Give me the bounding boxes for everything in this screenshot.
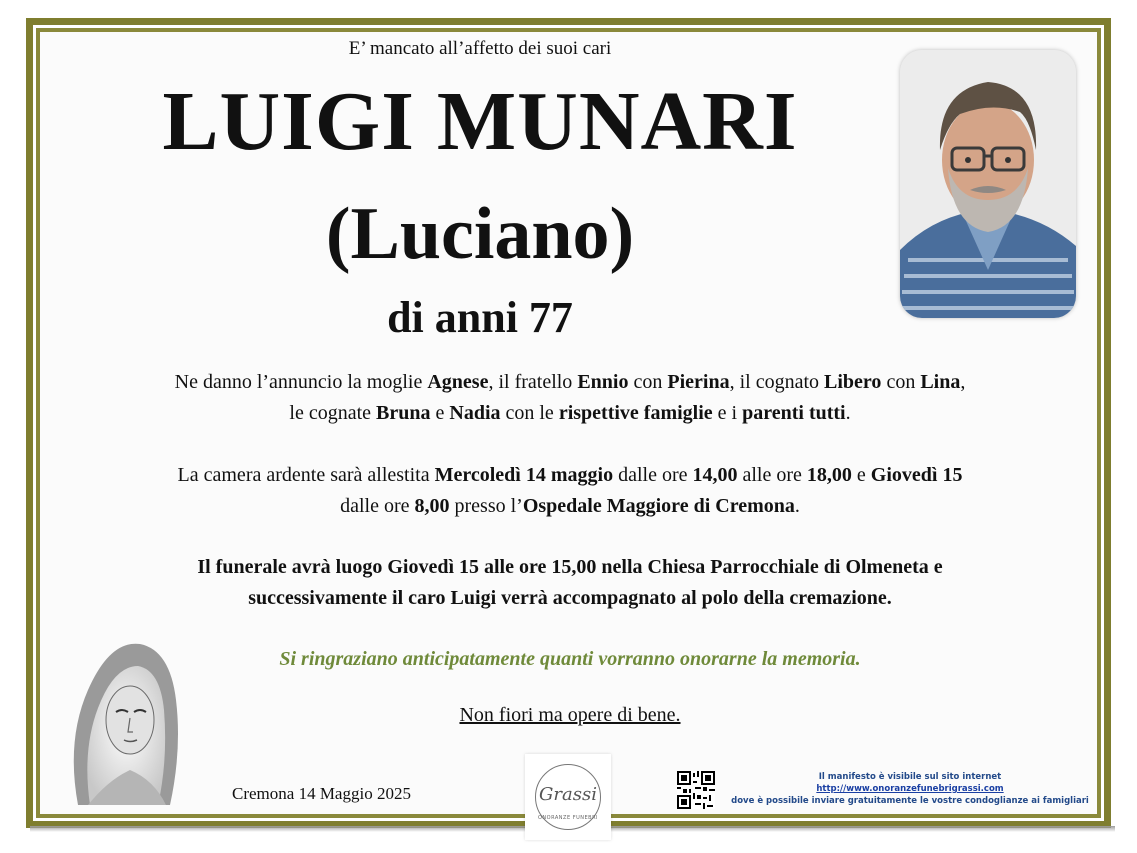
qr-code-icon[interactable] bbox=[677, 771, 715, 809]
p2-run-12: Ospedale Maggiore di Cremona bbox=[522, 495, 795, 517]
deceased-age: di anni 77 bbox=[387, 293, 573, 342]
p2-run-7: Giovedì 15 bbox=[870, 464, 963, 486]
p1-run-20: . bbox=[845, 402, 851, 424]
p1-run-19: parenti tutti bbox=[742, 402, 846, 424]
p1-run-6: , il cognato bbox=[729, 371, 825, 393]
p2-run-11: presso l’ bbox=[449, 495, 523, 517]
p2-run-4: alle ore bbox=[737, 464, 807, 486]
p1-run-1: Agnese bbox=[427, 371, 489, 393]
website-link[interactable]: http://www.onoranzefunebrigrassi.com bbox=[816, 784, 1004, 794]
p1-run-3: Ennio bbox=[577, 371, 629, 393]
p1-run-4: con bbox=[628, 371, 668, 393]
logo-name: Grassi bbox=[539, 784, 597, 805]
p2-run-0: La camera ardente sarà allestita bbox=[177, 464, 435, 486]
p1-run-2: , il fratello bbox=[488, 371, 578, 393]
p2-run-5: 18,00 bbox=[806, 464, 852, 486]
website-note-line-1: Il manifesto è visibile sul sito internet bbox=[818, 772, 1002, 782]
p2-run-1: Mercoledì 14 maggio bbox=[434, 464, 614, 486]
p1-run-8: con bbox=[881, 371, 921, 393]
thanks-text: Si ringraziano anticipatamente quanti vorranno onorarne la memoria. bbox=[279, 648, 861, 670]
madonna-image bbox=[58, 630, 188, 805]
logo-subtitle: ONORANZE FUNEBRI bbox=[537, 815, 599, 821]
p1-run-10: , bbox=[960, 371, 966, 393]
p1-run-7: Libero bbox=[824, 371, 882, 393]
deceased-name: LUIGI MUNARI bbox=[162, 75, 798, 168]
funeral-line-2: successivamente il caro Luigi verrà accompagnato al polo della cremazione. bbox=[248, 587, 892, 609]
p2-run-6: e bbox=[851, 464, 871, 486]
funeral-paragraph bbox=[70, 552, 1070, 614]
qr-code-graphic bbox=[677, 771, 715, 809]
portrait-photo bbox=[900, 50, 1076, 318]
p2-run-9: dalle ore bbox=[340, 495, 415, 517]
funeral-line-1: Il funerale avrà luogo Giovedì 15 alle ore 15,00 nella Chiesa Parrocchiale di Olmeneta e bbox=[197, 556, 943, 578]
p1-run-15: Nadia bbox=[449, 402, 501, 424]
announcement-paragraph bbox=[70, 367, 1070, 429]
deceased-nickname: (Luciano) bbox=[325, 193, 635, 275]
p1-run-14: e bbox=[430, 402, 450, 424]
p1-run-13: Bruna bbox=[376, 402, 431, 424]
p1-run-0: Ne danno l’annuncio la moglie bbox=[174, 371, 428, 393]
funeral-home-logo bbox=[525, 754, 611, 840]
portrait-illustration bbox=[900, 50, 1076, 318]
website-note-line-2: dove è possibile inviare gratuitamente le vostre condoglianze ai famigliari bbox=[731, 796, 1089, 806]
p1-run-9: Lina bbox=[920, 371, 961, 393]
wake-paragraph bbox=[70, 460, 1070, 522]
p2-run-13: . bbox=[794, 495, 800, 517]
no-flowers-text: Non fiori ma opere di bene. bbox=[459, 704, 681, 726]
p1-run-18: e i bbox=[712, 402, 743, 424]
p2-run-2: dalle ore bbox=[613, 464, 693, 486]
p1-run-16: con le bbox=[500, 402, 559, 424]
p2-run-3: 14,00 bbox=[692, 464, 738, 486]
p2-run-10: 8,00 bbox=[414, 495, 450, 517]
website-note bbox=[728, 771, 1092, 807]
p1-run-5: Pierina bbox=[667, 371, 730, 393]
intro-text: E’ mancato all’affetto dei suoi cari bbox=[348, 38, 612, 59]
madonna-illustration bbox=[58, 630, 188, 805]
p1-run-17: rispettive famiglie bbox=[558, 402, 713, 424]
place-and-date: Cremona 14 Maggio 2025 bbox=[232, 784, 411, 803]
p1-run-12: le cognate bbox=[289, 402, 377, 424]
